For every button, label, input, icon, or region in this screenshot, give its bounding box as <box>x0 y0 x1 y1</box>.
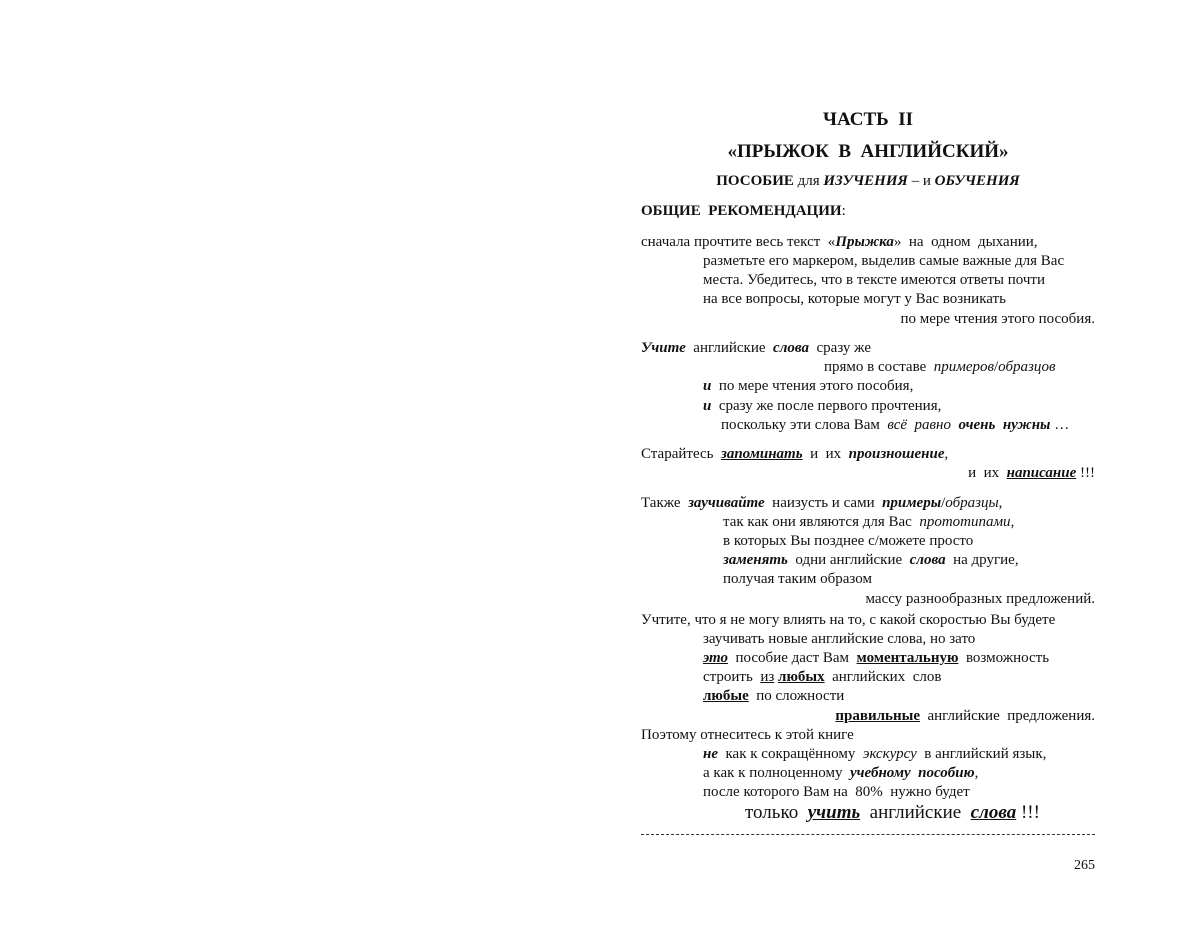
page-number: 265 <box>1074 858 1095 873</box>
text-line: любые по сложности <box>703 688 845 704</box>
subtitle: ПОСОБИЕ для ИЗУЧЕНИЯ – и ОБУЧЕНИЯ <box>716 173 1020 189</box>
text-line: поскольку эти слова Вам всё равно очень нужны … <box>721 417 1070 433</box>
text-line: получая таким образом <box>723 571 872 587</box>
text-line: и сразу же после первого прочтения, <box>703 398 942 414</box>
text-line: это пособие даст Вам моментальную возможность <box>703 650 1050 666</box>
text-line: Учите английские слова сразу же <box>641 340 871 356</box>
text-line: только учить английские слова !!! <box>745 802 1040 823</box>
text-line: разметьте его маркером, выделив самые важные для Вас <box>703 253 1065 269</box>
text-line: не как к сокращённому экскурсу в английский язык, <box>703 746 1047 762</box>
text-line: строить из любых английских слов <box>703 669 942 685</box>
recommendations-heading: ОБЩИЕ РЕКОМЕНДАЦИИ: <box>641 203 846 219</box>
book-title: «ПРЫЖОК В АНГЛИЙСКИЙ» <box>727 141 1009 162</box>
text-line: и по мере чтения этого пособия, <box>703 378 914 394</box>
text-line: прямо в составе примеров/образцов <box>824 359 1056 375</box>
text-line: места. Убедитесь, что в тексте имеются ответы почти <box>703 272 1046 288</box>
text-line: на все вопросы, которые могут у Вас возникать <box>703 291 1006 307</box>
text-line: Учтите, что я не могу влиять на то, с какой скоростью Вы будете <box>641 612 1056 628</box>
text-line: заучивать новые английские слова, но зато <box>703 631 976 647</box>
text-line: Поэтому отнеситесь к этой книге <box>641 727 854 743</box>
dashed-divider <box>641 834 1095 835</box>
text-line: в которых Вы позднее с/можете просто <box>723 533 974 549</box>
text-line: и их написание !!! <box>968 465 1095 481</box>
part-title: ЧАСТЬ II <box>823 109 913 130</box>
text-line: а как к полноценному учебному пособию, <box>703 765 979 781</box>
text-line: массу разнообразных предложений. <box>865 591 1095 607</box>
text-line: Также заучивайте наизусть и сами примеры/образцы, <box>641 495 1003 511</box>
text-line: заменять одни английские слова на другие, <box>723 552 1019 568</box>
text-line: Старайтесь запоминать и их произношение, <box>641 446 949 462</box>
text-line: так как они являются для Вас прототипами, <box>723 514 1015 530</box>
text-line: сначала прочтите весь текст «Прыжка» на одном дыхании, <box>641 234 1038 250</box>
text-line: по мере чтения этого пособия. <box>900 311 1095 327</box>
text-line: после которого Вам на 80% нужно будет <box>703 784 970 800</box>
text-line: правильные английские предложения. <box>835 708 1095 724</box>
